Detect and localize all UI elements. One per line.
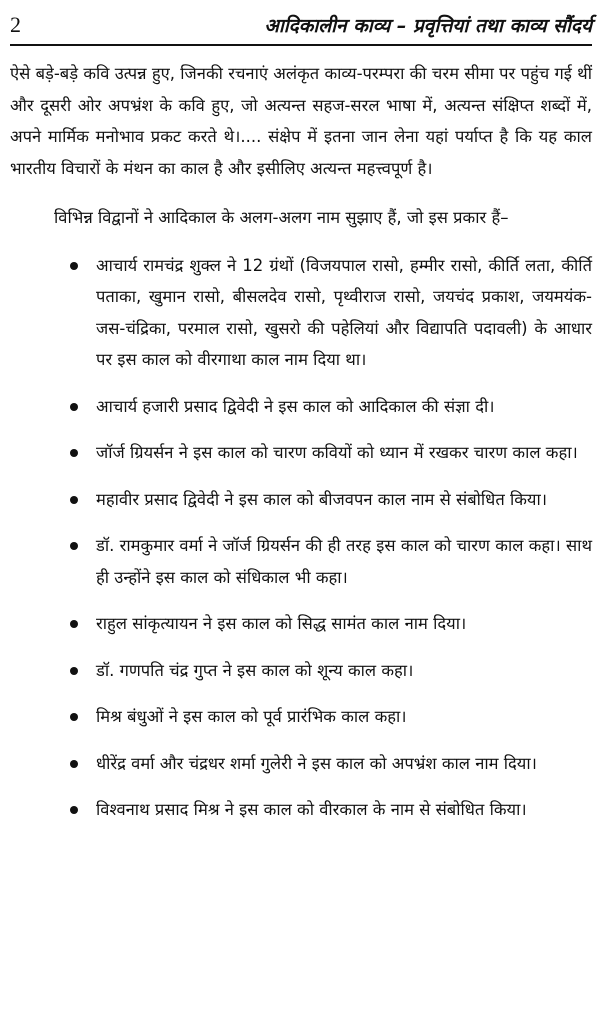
list-item-text: डॉ. रामकुमार वर्मा ने जॉर्ज ग्रियर्सन की ही तरह इस काल को चारण काल कहा। साथ ही उन्होंने इस काल को संधिकाल भी कहा। xyxy=(96,536,592,587)
list-item xyxy=(10,608,592,640)
list-item-text: महावीर प्रसाद द्विवेदी ने इस काल को बीजवपन काल नाम से संबोधित किया। xyxy=(96,489,548,509)
bullet-icon xyxy=(70,760,78,768)
list-item xyxy=(10,437,592,469)
bullet-icon xyxy=(70,806,78,814)
list-item xyxy=(10,250,592,376)
bullet-icon xyxy=(70,496,78,504)
page-body xyxy=(10,58,592,841)
list-item xyxy=(10,530,592,593)
bullet-icon xyxy=(70,449,78,457)
list-item xyxy=(10,748,592,780)
list-item-text: डॉ. गणपति चंद्र गुप्त ने इस काल को शून्य काल कहा। xyxy=(96,660,414,680)
bullet-icon xyxy=(70,620,78,628)
list-item xyxy=(10,391,592,423)
list-item xyxy=(10,794,592,826)
bullet-icon xyxy=(70,262,78,270)
list-item-text: राहुल सांकृत्यायन ने इस काल को सिद्ध सामंत काल नाम दिया। xyxy=(96,614,467,633)
page-header xyxy=(10,10,592,46)
period-names-list xyxy=(10,250,592,826)
list-item xyxy=(10,701,592,733)
bullet-icon xyxy=(70,667,78,675)
list-item xyxy=(10,655,592,687)
names-intro-paragraph: विभिन्न विद्वानों ने आदिकाल के अलग-अलग नाम सुझाए हैं, जो इस प्रकार हैं– xyxy=(54,208,509,227)
list-item-text: मिश्र बंधुओं ने इस काल को पूर्व प्रारंभिक काल कहा। xyxy=(96,707,407,726)
list-item xyxy=(10,484,592,516)
bullet-icon xyxy=(70,542,78,550)
intro-paragraph: ऐसे बड़े-बड़े कवि उत्पन्न हुए, जिनकी रचनाएं अलंकृत काव्य-परम्परा की चरम सीमा पर पहुंच गई थीं और दूसरी ओर अपभ्रंश के कवि हुए, जो अत्यन्त सहज-सरल भाषा में, अत्यन्त संक्षिप्त शब्दों में, अपने मार्मिक मनोभाव प्रकट करते थे।.... संक्षेप में इतना जान लेना यहां पर्याप्त है कि यह काल भारतीय विचारों के मंथन का काल है और इसीलिए अत्यन्त महत्त्वपूर्ण है। xyxy=(10,64,592,178)
page-number: 2 xyxy=(10,12,21,37)
list-item-text: विश्वनाथ प्रसाद मिश्र ने इस काल को वीरकाल के नाम से संबोधित किया। xyxy=(96,800,527,819)
running-title: आदिकालीन काव्य – प्रवृत्तियां तथा काव्य सौंदर्य xyxy=(264,15,592,37)
list-item-text: आचार्य रामचंद्र शुक्ल ने 12 ग्रंथों (विजयपाल रासो, हम्मीर रासो, कीर्ति लता, कीर्ति पताका, खुमान रासो, बीसलदेव रासो, पृथ्वीराज रासो, जयचंद प्रकाश, जयमयंक-जस-चंद्रिका, परमाल रासो, खुसरो की पहेलियां और विद्यापति पदावली) के आधार पर इस काल को वीरगाथा काल नाम दिया था। xyxy=(96,255,592,369)
bullet-icon xyxy=(70,403,78,411)
list-item-text: आचार्य हजारी प्रसाद द्विवेदी ने इस काल को आदिकाल की संज्ञा दी। xyxy=(96,396,495,416)
list-item-text: धीरेंद्र वर्मा और चंद्रधर शर्मा गुलेरी ने इस काल को अपभ्रंश काल नाम दिया। xyxy=(96,753,537,773)
list-item-text: जॉर्ज ग्रियर्सन ने इस काल को चारण कवियों को ध्यान में रखकर चारण काल कहा। xyxy=(96,443,578,462)
bullet-icon xyxy=(70,713,78,721)
